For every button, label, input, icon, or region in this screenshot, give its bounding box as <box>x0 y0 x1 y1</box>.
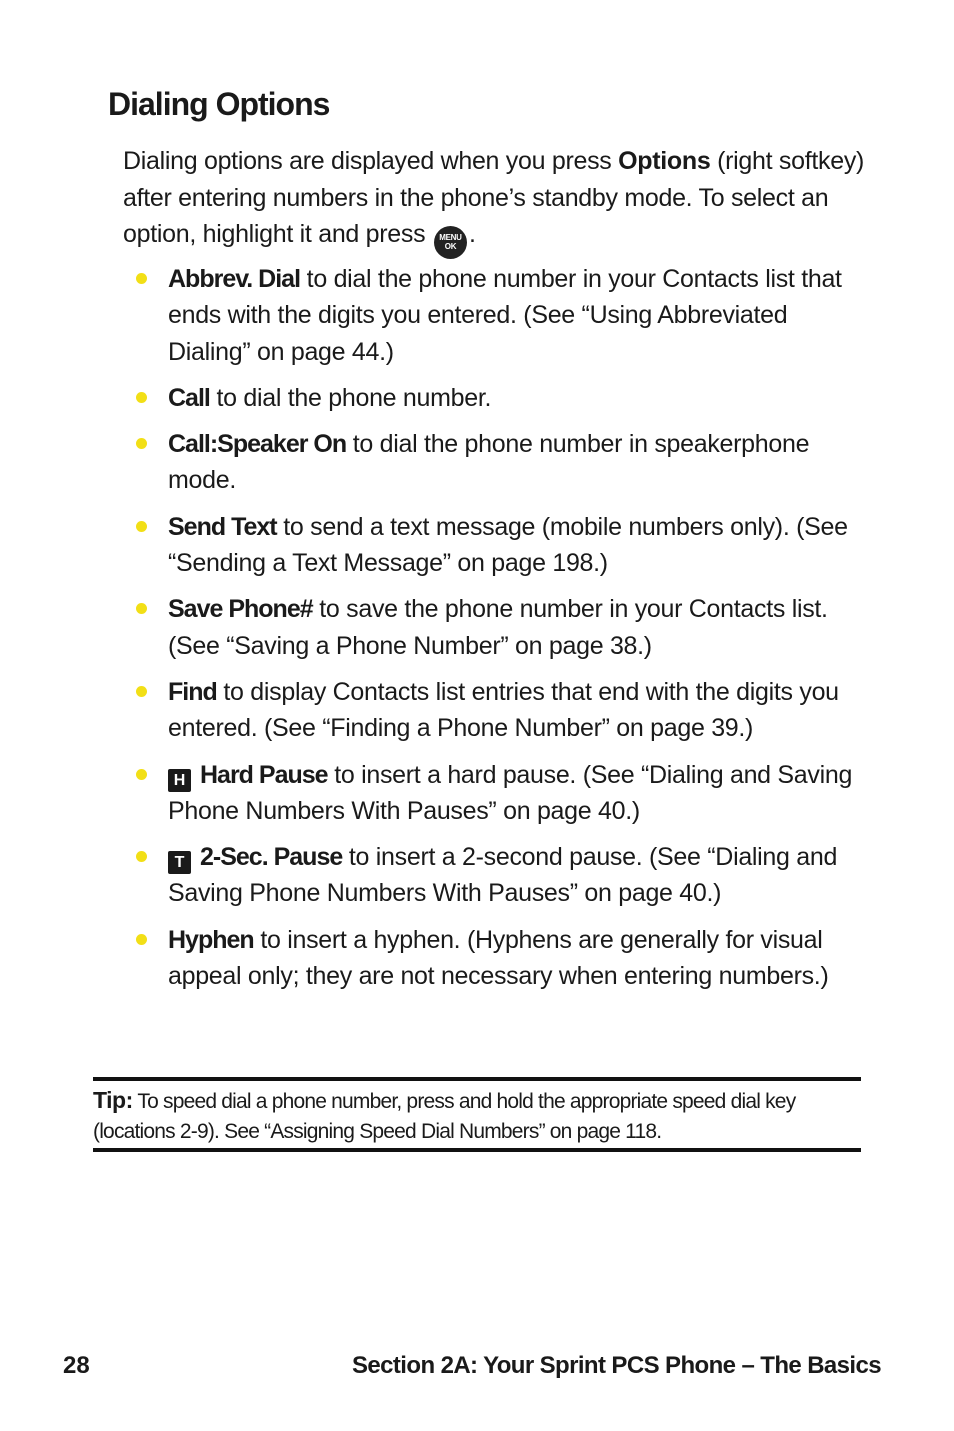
list-item-2-sec-pause <box>123 839 868 912</box>
option-term: Save Phone# <box>168 595 313 624</box>
intro-text-1: Dialing options are displayed when you press <box>123 147 619 175</box>
options-label: Options <box>618 147 711 175</box>
option-term: Find <box>168 677 217 706</box>
option-term: Call:Speaker On <box>168 430 347 459</box>
tip-body: To speed dial a phone number, press and hold the appropriate speed dial key (locations 2-9). See “Assigning Speed Dial Numbers” on page 118. <box>93 1090 796 1143</box>
menu-ok-key-icon <box>434 226 467 259</box>
bullet-dot-icon <box>136 934 147 945</box>
tip-box <box>93 1077 861 1152</box>
tip-text <box>93 1085 863 1147</box>
list-item-find <box>123 674 868 747</box>
option-term: Hyphen <box>168 925 254 954</box>
tip-label: Tip: <box>93 1087 133 1113</box>
option-term: Abbrev. Dial <box>168 265 301 293</box>
option-term: Call <box>168 383 210 412</box>
dialing-options-list <box>123 261 868 1004</box>
list-item-hard-pause <box>123 757 868 830</box>
page-number: 28 <box>63 1352 90 1379</box>
bullet-dot-icon <box>136 438 147 449</box>
list-item-save-phone <box>123 591 868 664</box>
intro-text-2: (right softkey) after entering numbers in the phone’s standby mode. To select an option, highlight it and press <box>123 147 865 248</box>
bullet-dot-icon <box>136 392 147 403</box>
bullet-dot-icon <box>136 769 147 780</box>
bullet-dot-icon <box>136 521 147 532</box>
option-term: Hard Pause <box>200 760 328 789</box>
option-term: Send Text <box>168 512 277 541</box>
page-title: Dialing Options <box>108 86 330 122</box>
intro-text-3: . <box>468 220 476 248</box>
option-description: to display Contacts list entries that end with the digits you entered. (See “Finding a Phone Number” on page 39.) <box>168 677 839 743</box>
option-description: to send a text message (mobile numbers only). (See “Sending a Text Message” on page 198.) <box>168 512 848 578</box>
option-description: to dial the phone number in speakerphone mode. <box>168 430 810 495</box>
list-item-abbrev-dial <box>123 261 868 370</box>
section-title: Section 2A: Your Sprint PCS Phone – The Basics <box>352 1352 881 1379</box>
option-description: to dial the phone number in your Contacts list that ends with the digits you entered. (See “Using Abbreviated Dialing” on page 44.) <box>168 265 842 366</box>
list-item-call <box>123 380 868 416</box>
option-description: to insert a hyphen. (Hyphens are generally for visual appeal only; they are not necessary when entering numbers.) <box>168 925 829 991</box>
intro-paragraph <box>123 143 868 259</box>
bullet-dot-icon <box>136 851 147 862</box>
option-description: to dial the phone number. <box>209 383 492 412</box>
hard-pause-key-icon: H <box>168 769 191 792</box>
menu-key-top-label: MENU <box>439 233 462 242</box>
list-item-call-speaker-on <box>123 426 868 499</box>
timed-pause-key-icon: T <box>168 851 191 874</box>
option-term: 2-Sec. Pause <box>200 843 343 872</box>
option-description: to insert a 2-second pause. (See “Dialing and Saving Phone Numbers With Pauses” on page 40.) <box>168 843 838 908</box>
bullet-dot-icon <box>136 603 147 614</box>
bullet-dot-icon <box>136 686 147 697</box>
option-description: to insert a hard pause. (See “Dialing and Saving Phone Numbers With Pauses” on page 40.) <box>168 760 853 825</box>
list-item-send-text <box>123 509 868 582</box>
menu-key-bottom-label: OK <box>444 242 457 251</box>
option-description: to save the phone number in your Contacts list. (See “Saving a Phone Number” on page 38.) <box>168 595 828 660</box>
bullet-dot-icon <box>136 273 147 284</box>
list-item-hyphen <box>123 922 868 995</box>
